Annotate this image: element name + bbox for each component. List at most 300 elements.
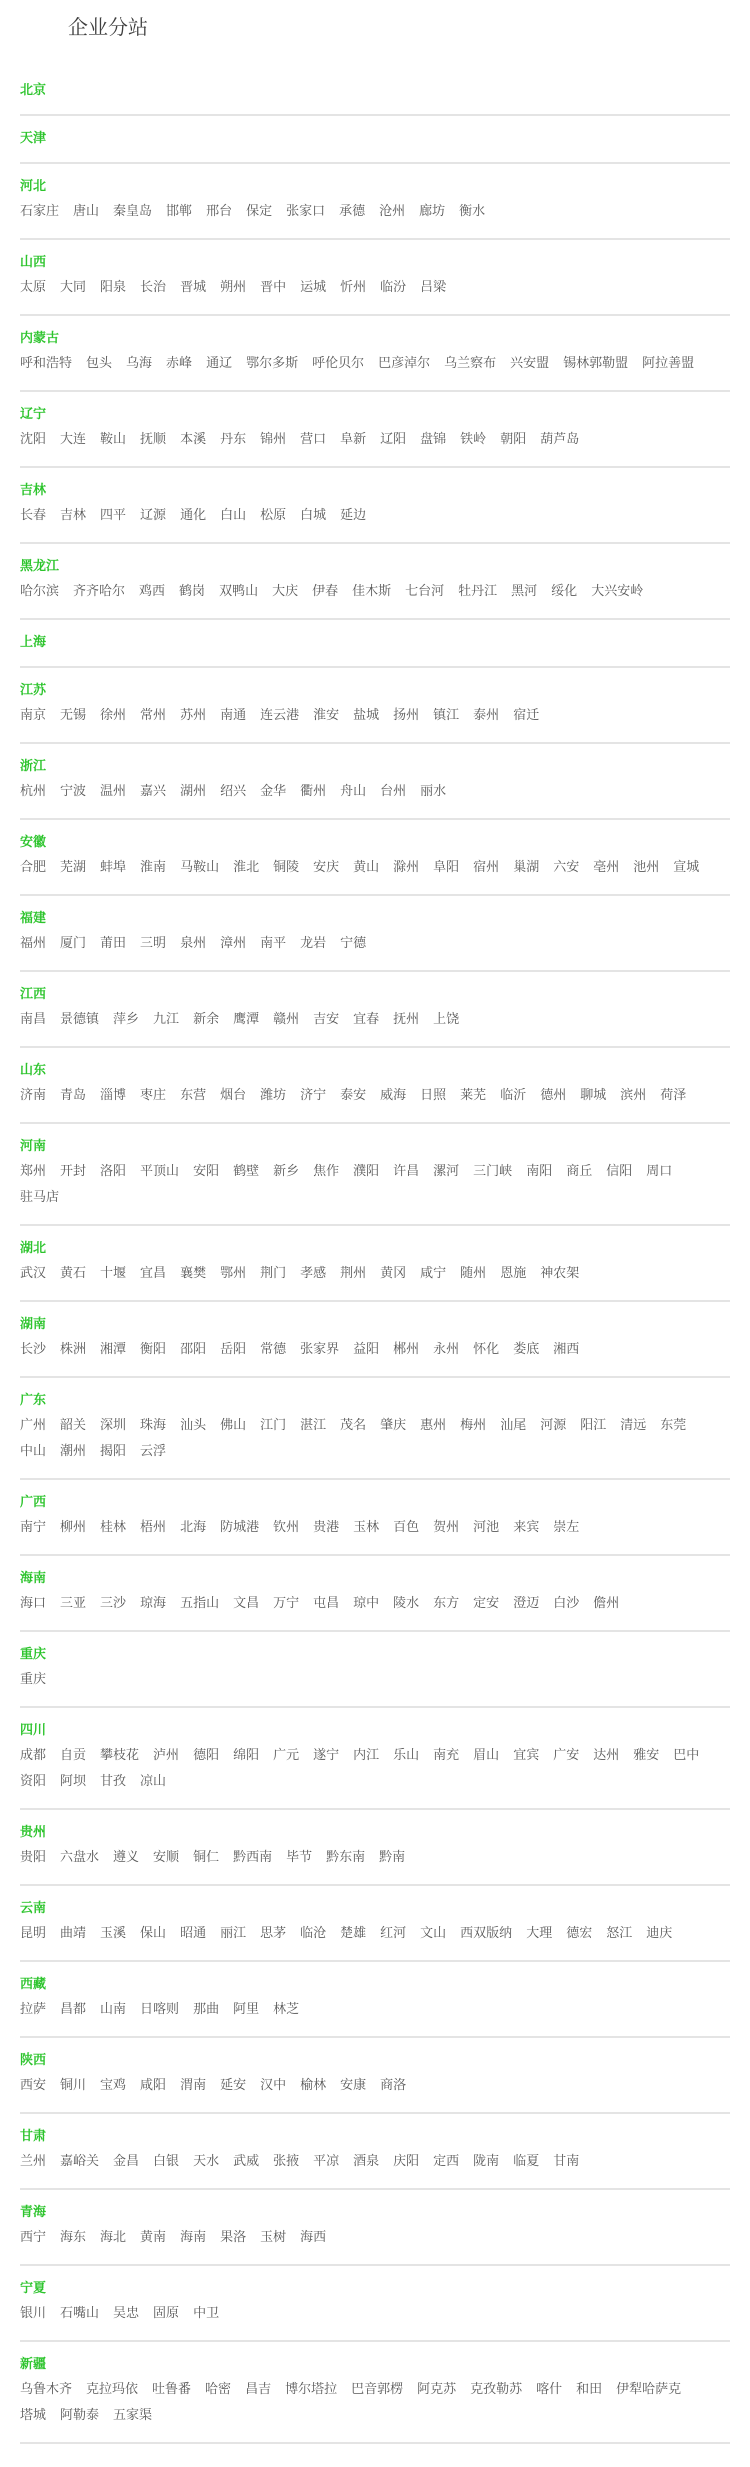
city-link[interactable]: 文昌 <box>233 1595 260 1610</box>
city-link[interactable]: 三沙 <box>100 1595 127 1610</box>
province-link[interactable]: 福建 <box>20 910 47 925</box>
city-link[interactable]: 昌都 <box>60 2001 87 2016</box>
province-link[interactable]: 新疆 <box>20 2356 47 2371</box>
province-link[interactable]: 陕西 <box>20 2052 47 2067</box>
city-link[interactable]: 鞍山 <box>100 431 127 446</box>
city-link[interactable]: 齐齐哈尔 <box>73 583 126 598</box>
city-link[interactable]: 临夏 <box>513 2153 540 2168</box>
city-link[interactable]: 白银 <box>153 2153 180 2168</box>
city-link[interactable]: 吐鲁番 <box>152 2381 192 2396</box>
city-link[interactable]: 四平 <box>100 507 127 522</box>
city-link[interactable]: 朔州 <box>220 279 247 294</box>
city-link[interactable]: 郑州 <box>20 1163 47 1178</box>
city-link[interactable]: 遂宁 <box>313 1747 340 1762</box>
city-link[interactable]: 南昌 <box>20 1011 47 1026</box>
city-link[interactable]: 漯河 <box>433 1163 460 1178</box>
city-link[interactable]: 东方 <box>433 1595 460 1610</box>
city-link[interactable]: 鸡西 <box>139 583 166 598</box>
city-link[interactable]: 河源 <box>540 1417 567 1432</box>
city-link[interactable]: 楚雄 <box>340 1925 367 1940</box>
city-link[interactable]: 哈密 <box>205 2381 232 2396</box>
city-link[interactable]: 阿里 <box>233 2001 260 2016</box>
city-link[interactable]: 琼中 <box>353 1595 380 1610</box>
province-link[interactable]: 贵州 <box>20 1824 47 1839</box>
province-link[interactable]: 云南 <box>20 1900 47 1915</box>
city-link[interactable]: 潍坊 <box>260 1087 287 1102</box>
city-link[interactable]: 佛山 <box>220 1417 247 1432</box>
city-link[interactable]: 常德 <box>260 1341 287 1356</box>
city-link[interactable]: 舟山 <box>340 783 367 798</box>
city-link[interactable]: 黔西南 <box>233 1849 273 1864</box>
city-link[interactable]: 阳江 <box>580 1417 607 1432</box>
city-link[interactable]: 蚌埠 <box>100 859 127 874</box>
city-link[interactable]: 绍兴 <box>220 783 247 798</box>
city-link[interactable]: 德阳 <box>193 1747 220 1762</box>
city-link[interactable]: 果洛 <box>220 2229 247 2244</box>
province-link[interactable]: 河南 <box>20 1138 47 1153</box>
city-link[interactable]: 毕节 <box>286 1849 313 1864</box>
city-link[interactable]: 玉溪 <box>100 1925 127 1940</box>
province-link[interactable]: 吉林 <box>20 482 47 497</box>
city-link[interactable]: 甘孜 <box>100 1773 127 1788</box>
city-link[interactable]: 钦州 <box>273 1519 300 1534</box>
city-link[interactable]: 酒泉 <box>353 2153 380 2168</box>
city-link[interactable]: 三明 <box>140 935 167 950</box>
city-link[interactable]: 海南 <box>180 2229 207 2244</box>
city-link[interactable]: 通辽 <box>206 355 233 370</box>
city-link[interactable]: 铁岭 <box>460 431 487 446</box>
city-link[interactable]: 五指山 <box>180 1595 220 1610</box>
city-link[interactable]: 九江 <box>153 1011 180 1026</box>
city-link[interactable]: 吕梁 <box>420 279 447 294</box>
city-link[interactable]: 宁德 <box>340 935 367 950</box>
city-link[interactable]: 松原 <box>260 507 287 522</box>
city-link[interactable]: 营口 <box>300 431 327 446</box>
province-link[interactable]: 上海 <box>20 634 47 649</box>
province-link[interactable]: 四川 <box>20 1722 47 1737</box>
city-link[interactable]: 武威 <box>233 2153 260 2168</box>
city-link[interactable]: 宝鸡 <box>100 2077 127 2092</box>
city-link[interactable]: 万宁 <box>273 1595 300 1610</box>
city-link[interactable]: 哈尔滨 <box>20 583 60 598</box>
city-link[interactable]: 铜陵 <box>273 859 300 874</box>
city-link[interactable]: 清远 <box>620 1417 647 1432</box>
city-link[interactable]: 定西 <box>433 2153 460 2168</box>
city-link[interactable]: 黄南 <box>140 2229 167 2244</box>
city-link[interactable]: 阿克苏 <box>417 2381 457 2396</box>
city-link[interactable]: 东营 <box>180 1087 207 1102</box>
city-link[interactable]: 漳州 <box>220 935 247 950</box>
city-link[interactable]: 淮北 <box>233 859 260 874</box>
city-link[interactable]: 张家界 <box>300 1341 340 1356</box>
city-link[interactable]: 岳阳 <box>220 1341 247 1356</box>
city-link[interactable]: 梅州 <box>460 1417 487 1432</box>
city-link[interactable]: 石家庄 <box>20 203 60 218</box>
city-link[interactable]: 深圳 <box>100 1417 127 1432</box>
city-link[interactable]: 黔南 <box>379 1849 406 1864</box>
city-link[interactable]: 辽阳 <box>380 431 407 446</box>
city-link[interactable]: 来宾 <box>513 1519 540 1534</box>
city-link[interactable]: 晋中 <box>260 279 287 294</box>
city-link[interactable]: 白山 <box>220 507 247 522</box>
city-link[interactable]: 克孜勒苏 <box>470 2381 523 2396</box>
city-link[interactable]: 承德 <box>339 203 366 218</box>
city-link[interactable]: 本溪 <box>180 431 207 446</box>
city-link[interactable]: 景德镇 <box>60 1011 100 1026</box>
city-link[interactable]: 巴彦淖尔 <box>378 355 431 370</box>
city-link[interactable]: 锦州 <box>260 431 287 446</box>
city-link[interactable]: 黑河 <box>511 583 538 598</box>
province-link[interactable]: 江西 <box>20 986 47 1001</box>
city-link[interactable]: 安顺 <box>153 1849 180 1864</box>
city-link[interactable]: 宜春 <box>353 1011 380 1026</box>
city-link[interactable]: 大理 <box>526 1925 553 1940</box>
city-link[interactable]: 汕头 <box>180 1417 207 1432</box>
city-link[interactable]: 阿坝 <box>60 1773 87 1788</box>
city-link[interactable]: 乌海 <box>126 355 153 370</box>
city-link[interactable]: 苏州 <box>180 707 207 722</box>
city-link[interactable]: 乐山 <box>393 1747 420 1762</box>
city-link[interactable]: 成都 <box>20 1747 47 1762</box>
province-link[interactable]: 湖南 <box>20 1316 47 1331</box>
city-link[interactable]: 克拉玛依 <box>86 2381 139 2396</box>
city-link[interactable]: 巴音郭楞 <box>351 2381 404 2396</box>
city-link[interactable]: 莆田 <box>100 935 127 950</box>
city-link[interactable]: 周口 <box>646 1163 673 1178</box>
city-link[interactable]: 咸阳 <box>140 2077 167 2092</box>
city-link[interactable]: 昭通 <box>180 1925 207 1940</box>
city-link[interactable]: 兴安盟 <box>510 355 550 370</box>
city-link[interactable]: 莱芜 <box>460 1087 487 1102</box>
city-link[interactable]: 益阳 <box>353 1341 380 1356</box>
city-link[interactable]: 云浮 <box>140 1443 167 1458</box>
city-link[interactable]: 鄂尔多斯 <box>246 355 299 370</box>
province-link[interactable]: 安徽 <box>20 834 47 849</box>
city-link[interactable]: 泸州 <box>153 1747 180 1762</box>
city-link[interactable]: 忻州 <box>340 279 367 294</box>
city-link[interactable]: 喀什 <box>536 2381 563 2396</box>
city-link[interactable]: 吉林 <box>60 507 87 522</box>
city-link[interactable]: 乌兰察布 <box>444 355 497 370</box>
city-link[interactable]: 运城 <box>300 279 327 294</box>
city-link[interactable]: 洛阳 <box>100 1163 127 1178</box>
city-link[interactable]: 琼海 <box>140 1595 167 1610</box>
city-link[interactable]: 丽江 <box>220 1925 247 1940</box>
city-link[interactable]: 广元 <box>273 1747 300 1762</box>
city-link[interactable]: 海西 <box>300 2229 327 2244</box>
city-link[interactable]: 南京 <box>20 707 47 722</box>
city-link[interactable]: 崇左 <box>553 1519 580 1534</box>
city-link[interactable]: 唐山 <box>73 203 100 218</box>
city-link[interactable]: 青岛 <box>60 1087 87 1102</box>
city-link[interactable]: 大庆 <box>272 583 299 598</box>
city-link[interactable]: 焦作 <box>313 1163 340 1178</box>
city-link[interactable]: 怀化 <box>473 1341 500 1356</box>
city-link[interactable]: 桂林 <box>100 1519 127 1534</box>
city-link[interactable]: 白城 <box>300 507 327 522</box>
city-link[interactable]: 宁波 <box>60 783 87 798</box>
city-link[interactable]: 三亚 <box>60 1595 87 1610</box>
province-link[interactable]: 江苏 <box>20 682 47 697</box>
city-link[interactable]: 茂名 <box>340 1417 367 1432</box>
city-link[interactable]: 临沧 <box>300 1925 327 1940</box>
city-link[interactable]: 防城港 <box>220 1519 260 1534</box>
city-link[interactable]: 江门 <box>260 1417 287 1432</box>
city-link[interactable]: 中卫 <box>193 2305 220 2320</box>
city-link[interactable]: 保山 <box>140 1925 167 1940</box>
city-link[interactable]: 中山 <box>20 1443 47 1458</box>
city-link[interactable]: 潮州 <box>60 1443 87 1458</box>
city-link[interactable]: 迪庆 <box>646 1925 673 1940</box>
city-link[interactable]: 镇江 <box>433 707 460 722</box>
city-link[interactable]: 三门峡 <box>473 1163 513 1178</box>
city-link[interactable]: 贵阳 <box>20 1849 47 1864</box>
city-link[interactable]: 昆明 <box>20 1925 47 1940</box>
city-link[interactable]: 长春 <box>20 507 47 522</box>
city-link[interactable]: 湘西 <box>553 1341 580 1356</box>
city-link[interactable]: 铜仁 <box>193 1849 220 1864</box>
city-link[interactable]: 常州 <box>140 707 167 722</box>
city-link[interactable]: 伊春 <box>312 583 339 598</box>
city-link[interactable]: 临汾 <box>380 279 407 294</box>
city-link[interactable]: 重庆 <box>20 1671 47 1686</box>
city-link[interactable]: 长沙 <box>20 1341 47 1356</box>
city-link[interactable]: 朝阳 <box>500 431 527 446</box>
city-link[interactable]: 资阳 <box>20 1773 47 1788</box>
city-link[interactable]: 许昌 <box>393 1163 420 1178</box>
city-link[interactable]: 黄石 <box>60 1265 87 1280</box>
city-link[interactable]: 宜宾 <box>513 1747 540 1762</box>
province-link[interactable]: 青海 <box>20 2204 47 2219</box>
city-link[interactable]: 庆阳 <box>393 2153 420 2168</box>
city-link[interactable]: 晋城 <box>180 279 207 294</box>
city-link[interactable]: 襄樊 <box>180 1265 207 1280</box>
city-link[interactable]: 黄冈 <box>380 1265 407 1280</box>
city-link[interactable]: 包头 <box>86 355 113 370</box>
city-link[interactable]: 濮阳 <box>353 1163 380 1178</box>
city-link[interactable]: 塔城 <box>20 2407 47 2422</box>
city-link[interactable]: 淮安 <box>313 707 340 722</box>
city-link[interactable]: 铜川 <box>60 2077 87 2092</box>
city-link[interactable]: 阳泉 <box>100 279 127 294</box>
city-link[interactable]: 阜新 <box>340 431 367 446</box>
city-link[interactable]: 牡丹江 <box>458 583 498 598</box>
city-link[interactable]: 和田 <box>576 2381 603 2396</box>
city-link[interactable]: 盐城 <box>353 707 380 722</box>
city-link[interactable]: 遵义 <box>113 1849 140 1864</box>
city-link[interactable]: 亳州 <box>593 859 620 874</box>
city-link[interactable]: 陵水 <box>393 1595 420 1610</box>
city-link[interactable]: 怒江 <box>606 1925 633 1940</box>
city-link[interactable]: 延安 <box>220 2077 247 2092</box>
city-link[interactable]: 泰安 <box>340 1087 367 1102</box>
city-link[interactable]: 娄底 <box>513 1341 540 1356</box>
city-link[interactable]: 合肥 <box>20 859 47 874</box>
city-link[interactable]: 丹东 <box>220 431 247 446</box>
city-link[interactable]: 甘南 <box>553 2153 580 2168</box>
city-link[interactable]: 泰州 <box>473 707 500 722</box>
city-link[interactable]: 商丘 <box>566 1163 593 1178</box>
city-link[interactable]: 乌鲁木齐 <box>20 2381 73 2396</box>
city-link[interactable]: 佳木斯 <box>352 583 392 598</box>
city-link[interactable]: 大兴安岭 <box>591 583 644 598</box>
city-link[interactable]: 定安 <box>473 1595 500 1610</box>
city-link[interactable]: 贺州 <box>433 1519 460 1534</box>
city-link[interactable]: 山南 <box>100 2001 127 2016</box>
city-link[interactable]: 绥化 <box>551 583 578 598</box>
city-link[interactable]: 十堰 <box>100 1265 127 1280</box>
city-link[interactable]: 平凉 <box>313 2153 340 2168</box>
city-link[interactable]: 海北 <box>100 2229 127 2244</box>
city-link[interactable]: 驻马店 <box>20 1189 60 1204</box>
city-link[interactable]: 汉中 <box>260 2077 287 2092</box>
city-link[interactable]: 凉山 <box>140 1773 167 1788</box>
city-link[interactable]: 广安 <box>553 1747 580 1762</box>
city-link[interactable]: 湘潭 <box>100 1341 127 1356</box>
province-link[interactable]: 西藏 <box>20 1976 47 1991</box>
city-link[interactable]: 南宁 <box>20 1519 47 1534</box>
city-link[interactable]: 广州 <box>20 1417 47 1432</box>
city-link[interactable]: 玉林 <box>353 1519 380 1534</box>
city-link[interactable]: 巴中 <box>673 1747 700 1762</box>
city-link[interactable]: 永州 <box>433 1341 460 1356</box>
city-link[interactable]: 大连 <box>60 431 87 446</box>
city-link[interactable]: 泉州 <box>180 935 207 950</box>
city-link[interactable]: 温州 <box>100 783 127 798</box>
city-link[interactable]: 烟台 <box>220 1087 247 1102</box>
city-link[interactable]: 雅安 <box>633 1747 660 1762</box>
city-link[interactable]: 金昌 <box>113 2153 140 2168</box>
city-link[interactable]: 抚州 <box>393 1011 420 1026</box>
city-link[interactable]: 张掖 <box>273 2153 300 2168</box>
city-link[interactable]: 荷泽 <box>660 1087 687 1102</box>
city-link[interactable]: 河池 <box>473 1519 500 1534</box>
city-link[interactable]: 巢湖 <box>513 859 540 874</box>
city-link[interactable]: 秦皇岛 <box>113 203 153 218</box>
city-link[interactable]: 扬州 <box>393 707 420 722</box>
city-link[interactable]: 眉山 <box>473 1747 500 1762</box>
city-link[interactable]: 嘉兴 <box>140 783 167 798</box>
city-link[interactable]: 龙岩 <box>300 935 327 950</box>
city-link[interactable]: 六安 <box>553 859 580 874</box>
city-link[interactable]: 新乡 <box>273 1163 300 1178</box>
city-link[interactable]: 西双版纳 <box>460 1925 513 1940</box>
city-link[interactable]: 日喀则 <box>140 2001 180 2016</box>
city-link[interactable]: 惠州 <box>420 1417 447 1432</box>
city-link[interactable]: 恩施 <box>500 1265 527 1280</box>
city-link[interactable]: 金华 <box>260 783 287 798</box>
city-link[interactable]: 阿勒泰 <box>60 2407 100 2422</box>
province-link[interactable]: 广西 <box>20 1494 47 1509</box>
city-link[interactable]: 昌吉 <box>245 2381 272 2396</box>
city-link[interactable]: 呼和浩特 <box>20 355 73 370</box>
city-link[interactable]: 宣城 <box>673 859 700 874</box>
province-link[interactable]: 甘肃 <box>20 2128 47 2143</box>
city-link[interactable]: 呼伦贝尔 <box>312 355 365 370</box>
province-link[interactable]: 重庆 <box>20 1646 47 1661</box>
city-link[interactable]: 武汉 <box>20 1265 47 1280</box>
city-link[interactable]: 临沂 <box>500 1087 527 1102</box>
city-link[interactable]: 兰州 <box>20 2153 47 2168</box>
city-link[interactable]: 鹤岗 <box>179 583 206 598</box>
city-link[interactable]: 北海 <box>180 1519 207 1534</box>
city-link[interactable]: 咸宁 <box>420 1265 447 1280</box>
city-link[interactable]: 邢台 <box>206 203 233 218</box>
city-link[interactable]: 五家渠 <box>113 2407 153 2422</box>
province-link[interactable]: 黑龙江 <box>20 558 60 573</box>
city-link[interactable]: 安阳 <box>193 1163 220 1178</box>
city-link[interactable]: 达州 <box>593 1747 620 1762</box>
province-link[interactable]: 北京 <box>20 82 47 97</box>
city-link[interactable]: 那曲 <box>193 2001 220 2016</box>
city-link[interactable]: 芜湖 <box>60 859 87 874</box>
city-link[interactable]: 枣庄 <box>140 1087 167 1102</box>
city-link[interactable]: 汕尾 <box>500 1417 527 1432</box>
city-link[interactable]: 商洛 <box>380 2077 407 2092</box>
city-link[interactable]: 绵阳 <box>233 1747 260 1762</box>
city-link[interactable]: 威海 <box>380 1087 407 1102</box>
city-link[interactable]: 淄博 <box>100 1087 127 1102</box>
city-link[interactable]: 衡阳 <box>140 1341 167 1356</box>
city-link[interactable]: 屯昌 <box>313 1595 340 1610</box>
city-link[interactable]: 柳州 <box>60 1519 87 1534</box>
city-link[interactable]: 攀枝花 <box>100 1747 140 1762</box>
city-link[interactable]: 济宁 <box>300 1087 327 1102</box>
city-link[interactable]: 杭州 <box>20 783 47 798</box>
city-link[interactable]: 宿迁 <box>513 707 540 722</box>
city-link[interactable]: 澄迈 <box>513 1595 540 1610</box>
city-link[interactable]: 邯郸 <box>166 203 193 218</box>
city-link[interactable]: 徐州 <box>100 707 127 722</box>
city-link[interactable]: 赤峰 <box>166 355 193 370</box>
city-link[interactable]: 荆门 <box>260 1265 287 1280</box>
city-link[interactable]: 吴忠 <box>113 2305 140 2320</box>
city-link[interactable]: 大同 <box>60 279 87 294</box>
city-link[interactable]: 自贡 <box>60 1747 87 1762</box>
city-link[interactable]: 安康 <box>340 2077 367 2092</box>
city-link[interactable]: 湖州 <box>180 783 207 798</box>
city-link[interactable]: 阿拉善盟 <box>642 355 695 370</box>
city-link[interactable]: 西安 <box>20 2077 47 2092</box>
city-link[interactable]: 赣州 <box>273 1011 300 1026</box>
city-link[interactable]: 丽水 <box>420 783 447 798</box>
city-link[interactable]: 天水 <box>193 2153 220 2168</box>
city-link[interactable]: 白沙 <box>553 1595 580 1610</box>
city-link[interactable]: 陇南 <box>473 2153 500 2168</box>
city-link[interactable]: 固原 <box>153 2305 180 2320</box>
city-link[interactable]: 肇庆 <box>380 1417 407 1432</box>
city-link[interactable]: 张家口 <box>286 203 326 218</box>
city-link[interactable]: 连云港 <box>260 707 300 722</box>
province-link[interactable]: 湖北 <box>20 1240 47 1255</box>
city-link[interactable]: 海口 <box>20 1595 47 1610</box>
city-link[interactable]: 石嘴山 <box>60 2305 100 2320</box>
city-link[interactable]: 鹤壁 <box>233 1163 260 1178</box>
city-link[interactable]: 盘锦 <box>420 431 447 446</box>
city-link[interactable]: 德宏 <box>566 1925 593 1940</box>
city-link[interactable]: 榆林 <box>300 2077 327 2092</box>
city-link[interactable]: 荆州 <box>340 1265 367 1280</box>
city-link[interactable]: 韶关 <box>60 1417 87 1432</box>
city-link[interactable]: 拉萨 <box>20 2001 47 2016</box>
city-link[interactable]: 文山 <box>420 1925 447 1940</box>
city-link[interactable]: 沧州 <box>379 203 406 218</box>
city-link[interactable]: 博尔塔拉 <box>285 2381 338 2396</box>
city-link[interactable]: 淮南 <box>140 859 167 874</box>
city-link[interactable]: 林芝 <box>273 2001 300 2016</box>
city-link[interactable]: 银川 <box>20 2305 47 2320</box>
province-link[interactable]: 山东 <box>20 1062 47 1077</box>
